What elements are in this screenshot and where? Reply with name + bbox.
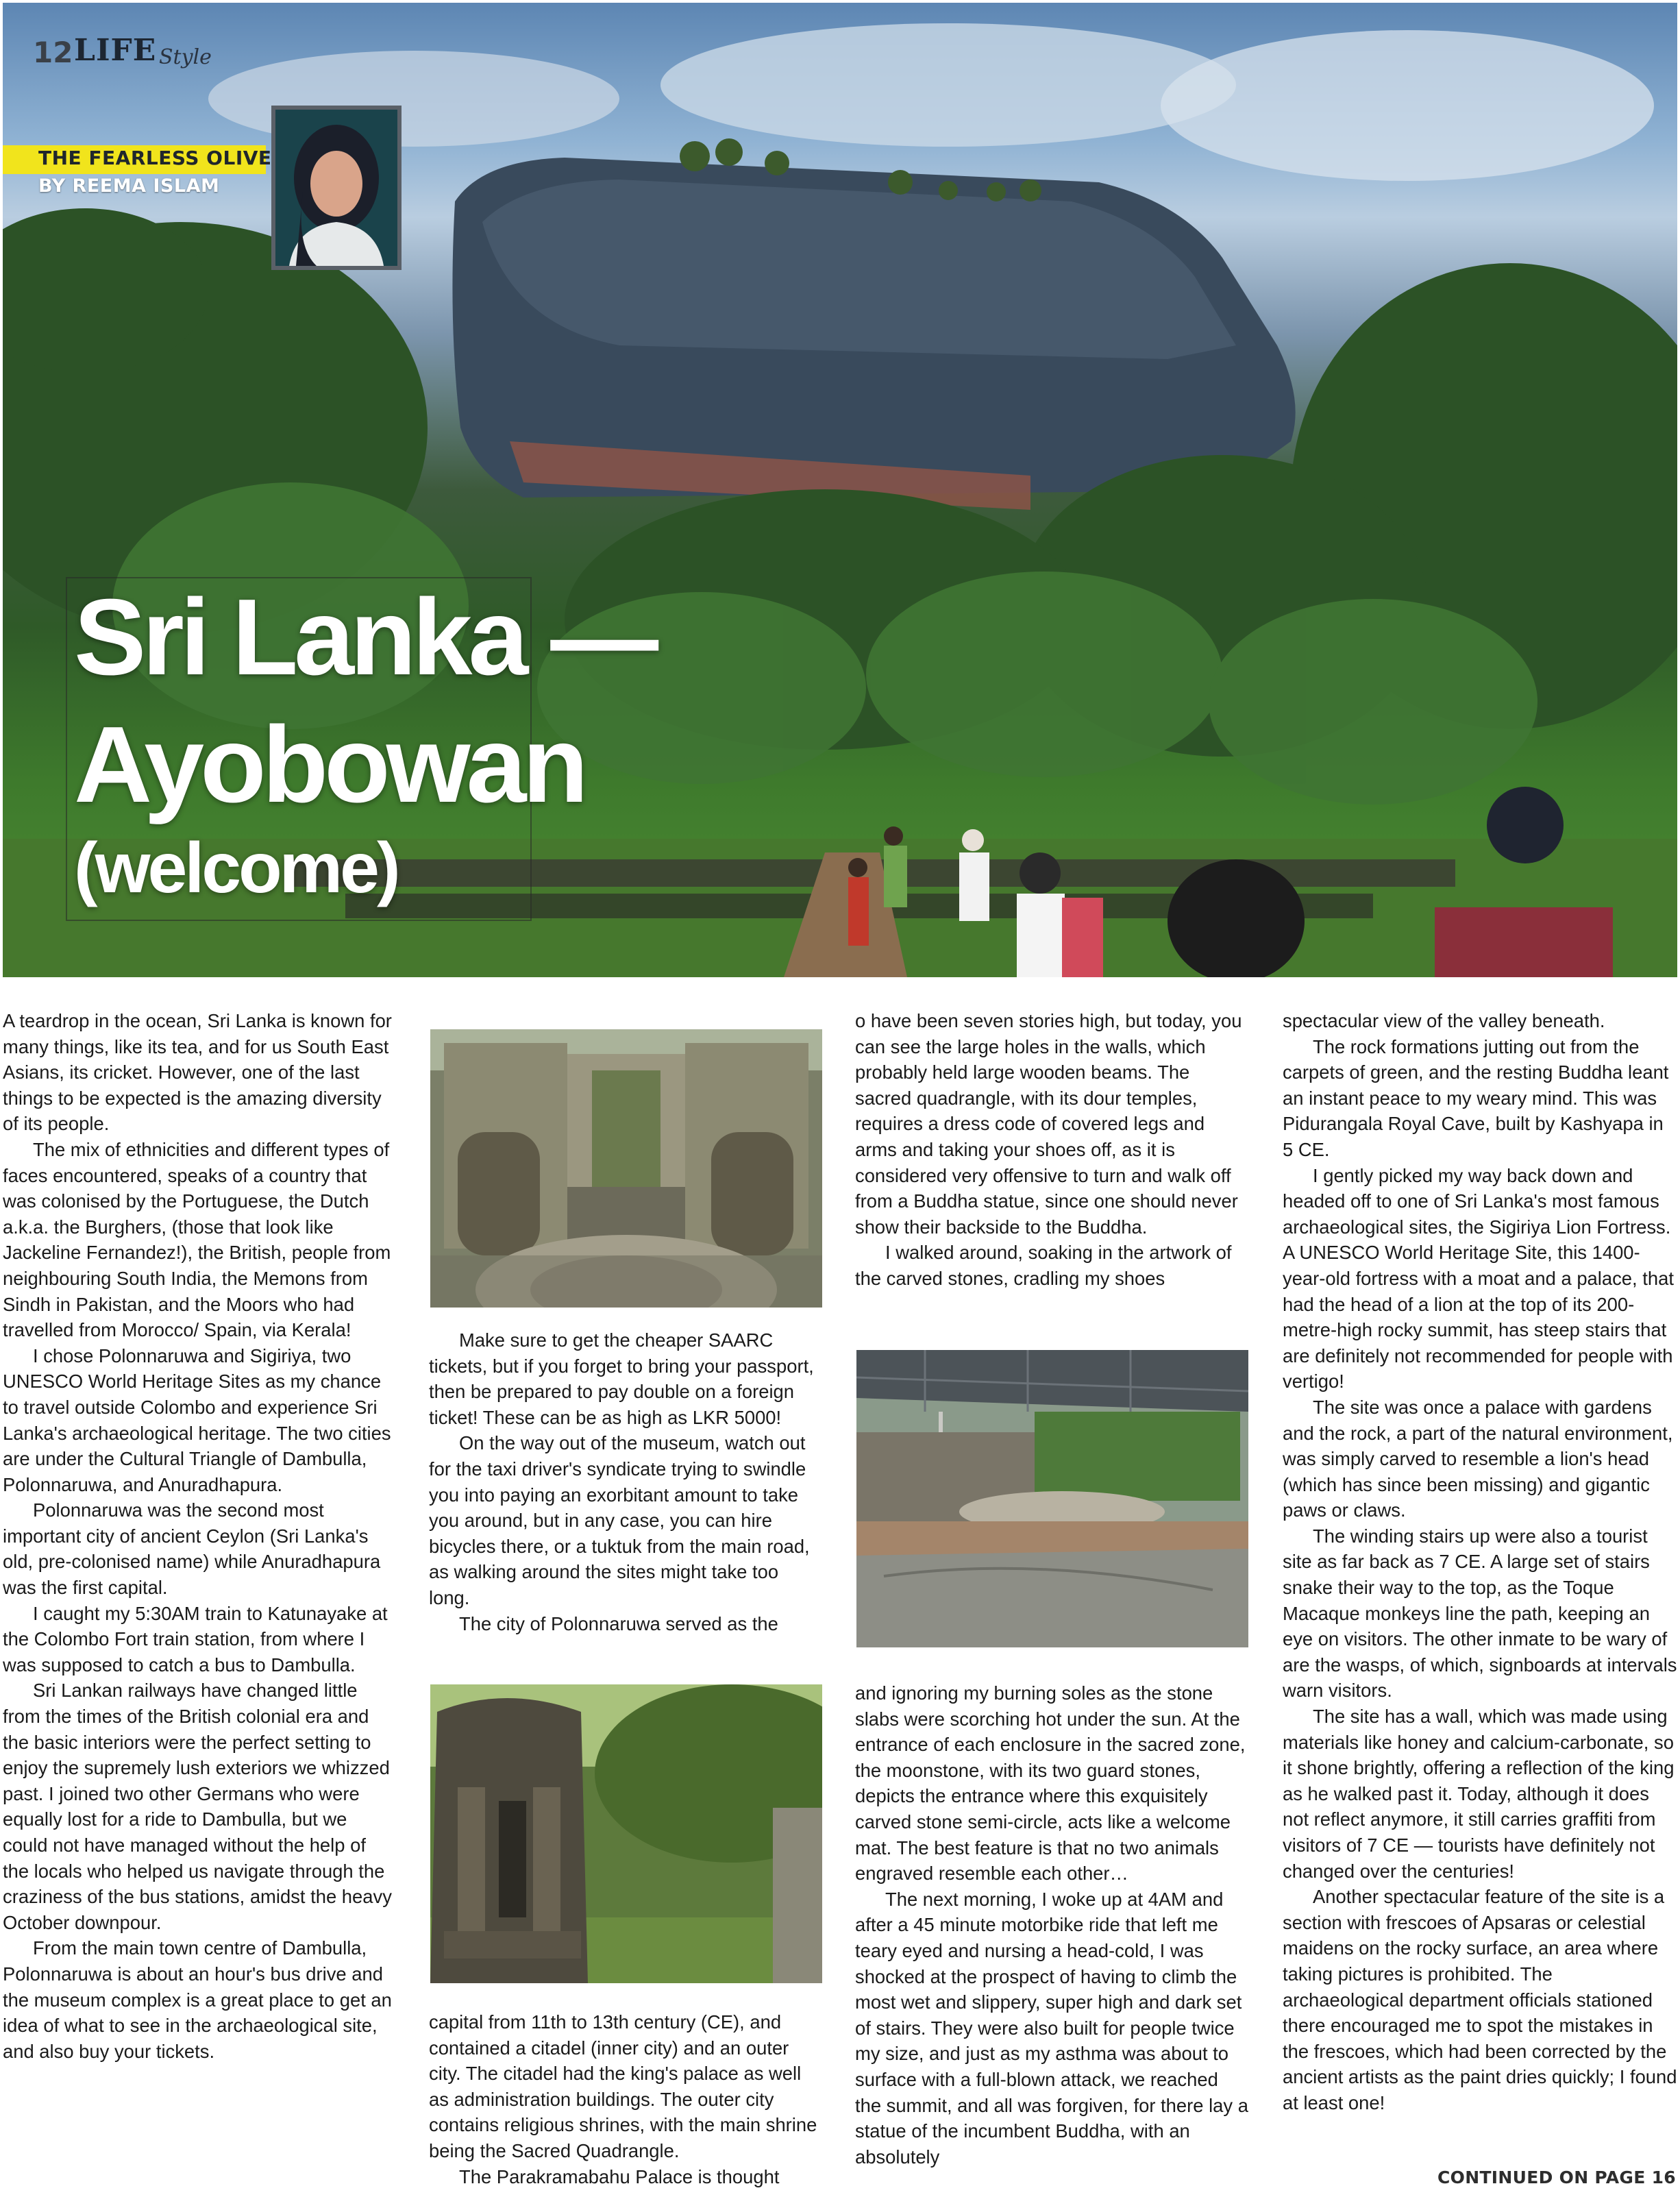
buddha-illustration <box>856 1350 1248 1647</box>
photo-moonstone-entrance <box>430 1029 822 1308</box>
moonstone-illustration <box>430 1029 822 1308</box>
paragraph: Polonnaruwa was the second most important city of ancient Ceylon (Sri Lanka's old, pre-colonised name) while Anuradhapura was the first capital. <box>3 1499 381 1599</box>
article-column-2-bottom <box>429 2009 822 2189</box>
article-column-1 <box>3 1008 396 2064</box>
paragraph: o have been seven stories high, but today, you can see the large holes in the walls, which probably held large wooden beams. The sacred quadrangle, with its dour temples, requires a dress code of covered legs and arms and taking your shoes off, as it is considered very offensive to turn and walk off from a Buddha statue, since one should never show their backside to the Buddha. <box>855 1010 1242 1238</box>
paragraph: The rock formations jutting out from the carpets of green, and the resting Buddha leant an instant peace to my weary mind. This was Pidurangala Royal Cave, built by Kashyapa in 5 CE. <box>1283 1035 1669 1160</box>
article-column-3-top <box>855 1008 1248 1292</box>
masthead-logo: LIFE <box>74 33 157 68</box>
byline: BY REEMA ISLAM <box>38 175 220 197</box>
column-name: THE FEARLESS OLIVE <box>38 147 272 169</box>
paragraph: The next morning, I woke up at 4AM and after a 45 minute motorbike ride that left me teary eyed and nursing a head-cold, I was shocked at the prospect of having to climb the most wet and slippery, super high and dark set of stairs. They were also built for people twice my size, and just as my asthma was about to surface with a full-blown attack, we reached the summit, and all was forgiven, for there lay a statue of the incumbent Buddha, with an absolutely <box>855 1888 1248 2168</box>
paragraph: spectacular view of the valley beneath. <box>1283 1010 1605 1031</box>
paragraph: The site was once a palace with gardens and the rock, a part of the natural environment, was simply carved to resemble a lion's head (which has since been missing) and gigantic paws or claws. <box>1283 1396 1673 1521</box>
paragraph: The site has a wall, which was made using materials like honey and calcium-carbonate, so it shone brightly, offering a reflection of the king as he walked past it. Today, although it does not reflect anymore, it still carries graffiti from visitors of 7 CE — tourists have definitely not changed over the centuries! <box>1283 1706 1675 1882</box>
article-column-2-top <box>429 1327 822 1636</box>
author-photo <box>271 106 402 270</box>
paragraph: The city of Polonnaruwa served as the <box>459 1612 778 1634</box>
headline-line-2: Ayobowan <box>74 704 584 825</box>
paragraph: The mix of ethnicities and different types of faces encountered, speaks of a country that was colonised by the Portuguese, the Dutch a.k.a. the Burghers, (those that look like Jackeline Fernandez!), the British, people from neighbouring South India, the Memons from Sindh in Pakistan, and the Moors who had travelled from Morocco/ Spain, via Kerala! <box>3 1138 391 1341</box>
article-column-4 <box>1283 1008 1677 2116</box>
continued-on-link: CONTINUED ON PAGE 16 <box>1437 2168 1676 2187</box>
paragraph: capital from 11th to 13th century (CE), and contained a citadel (inner city) and an outer city. The citadel had the king's palace as well as administration buildings. The outer city contains religious shrines, with the main shrine being the Sacred Quadrangle. <box>429 2011 817 2161</box>
paragraph: The winding stairs up were also a tourist site as far back as 7 CE. A large set of stairs snake their way to the top, as the Toque Macaque monkeys line the path, keeping an eye on visitors. The other inmate to be wary of are the wasps, of which, signboards at intervals warn visitors. <box>1283 1525 1677 1702</box>
masthead-script: Style <box>159 45 212 69</box>
page-number: 12 <box>33 36 73 69</box>
paragraph: Sri Lankan railways have changed little from the times of the British colonial era and the basic interiors were the perfect setting to enjoy the supremely lush exteriors we whizzed past. I joined two other Germans who were equally lost for a ride to Dambulla, but we could not have managed without the help of the locals who helped us navigate through the craziness of the bus stations, amidst the heavy October downpour. <box>3 1680 392 1933</box>
paragraph: I chose Polonnaruwa and Sigiriya, two UNESCO World Heritage Sites as my chance to travel outside Colombo and experience Sri Lanka's archaeological heritage. The two cities are under the Cultural Triangle of Dambulla, Polonnaruwa, and Anuradhapura. <box>3 1345 391 1495</box>
paragraph: A teardrop in the ocean, Sri Lanka is known for many things, like its tea, and for us South East Asians, its cricket. However, one of the last things to be expected is the amazing diversity of its people. <box>3 1010 392 1135</box>
paragraph: On the way out of the museum, watch out for the taxi driver's syndicate trying to swindle you into paying an exorbitant amount to take you around, but in any case, you can hire bicycles there, or a tuktuk from the main road, as walking around the sites might take too long. <box>429 1432 810 1608</box>
paragraph: From the main town centre of Dambulla, Polonnaruwa is about an hour's bus drive and the museum complex is a great place to get an idea of what to see in the archaeological site, and also buy your tickets. <box>3 1937 392 2062</box>
paragraph: Make sure to get the cheaper SAARC tickets, but if you forget to bring your passport, then be prepared to pay double on a foreign ticket! These can be as high as LKR 5000! <box>429 1329 814 1428</box>
article-column-3-bottom <box>855 1680 1248 2170</box>
paragraph: and ignoring my burning soles as the stone slabs were scorching hot under the sun. At the entrance of each enclosure in the sacred zone, the moonstone, with its two guard stones, depicts the entrance where this exquisitely carved stone semi-circle, acts like a welcome mat. The best feature is that no two animals engraved resemble each other… <box>855 1682 1246 1885</box>
headline-line-3: (welcome) <box>74 829 398 908</box>
paragraph: I caught my 5:30AM train to Katunayake at the Colombo Fort train station, from where I was supposed to catch a bus to Dambulla. <box>3 1602 388 1676</box>
photo-ruins-shrine <box>430 1684 822 1983</box>
headline-line-1: Sri Lanka — <box>74 577 655 698</box>
ruins-illustration <box>430 1684 822 1983</box>
author-portrait-illustration <box>275 110 397 266</box>
paragraph: I gently picked my way back down and headed off to one of Sri Lanka's most famous archaeological sites, the Sigiriya Lion Fortress. A UNESCO World Heritage Site, this 1400-year-old fortress with a moat and a palace, that had the head of a lion at the top of its 200-metre-high rocky summit, has steep stairs that are definitely not recommended for people with vertigo! <box>1283 1164 1674 1392</box>
paragraph: Another spectacular feature of the site is a section with frescoes of Apsaras or celestial maidens on the rocky surface, an area where taking pictures is prohibited. The archaeological department officials stationed there encouraged me to spot the mistakes in the frescoes, which had been corrected by the ancient artists as the paint dries quickly; I found at least one! <box>1283 1886 1677 2113</box>
photo-reclining-buddha <box>856 1350 1248 1647</box>
paragraph: The Parakramabahu Palace is thought <box>459 2165 780 2187</box>
paragraph: I walked around, soaking in the artwork of the carved stones, cradling my shoes <box>855 1242 1232 1289</box>
